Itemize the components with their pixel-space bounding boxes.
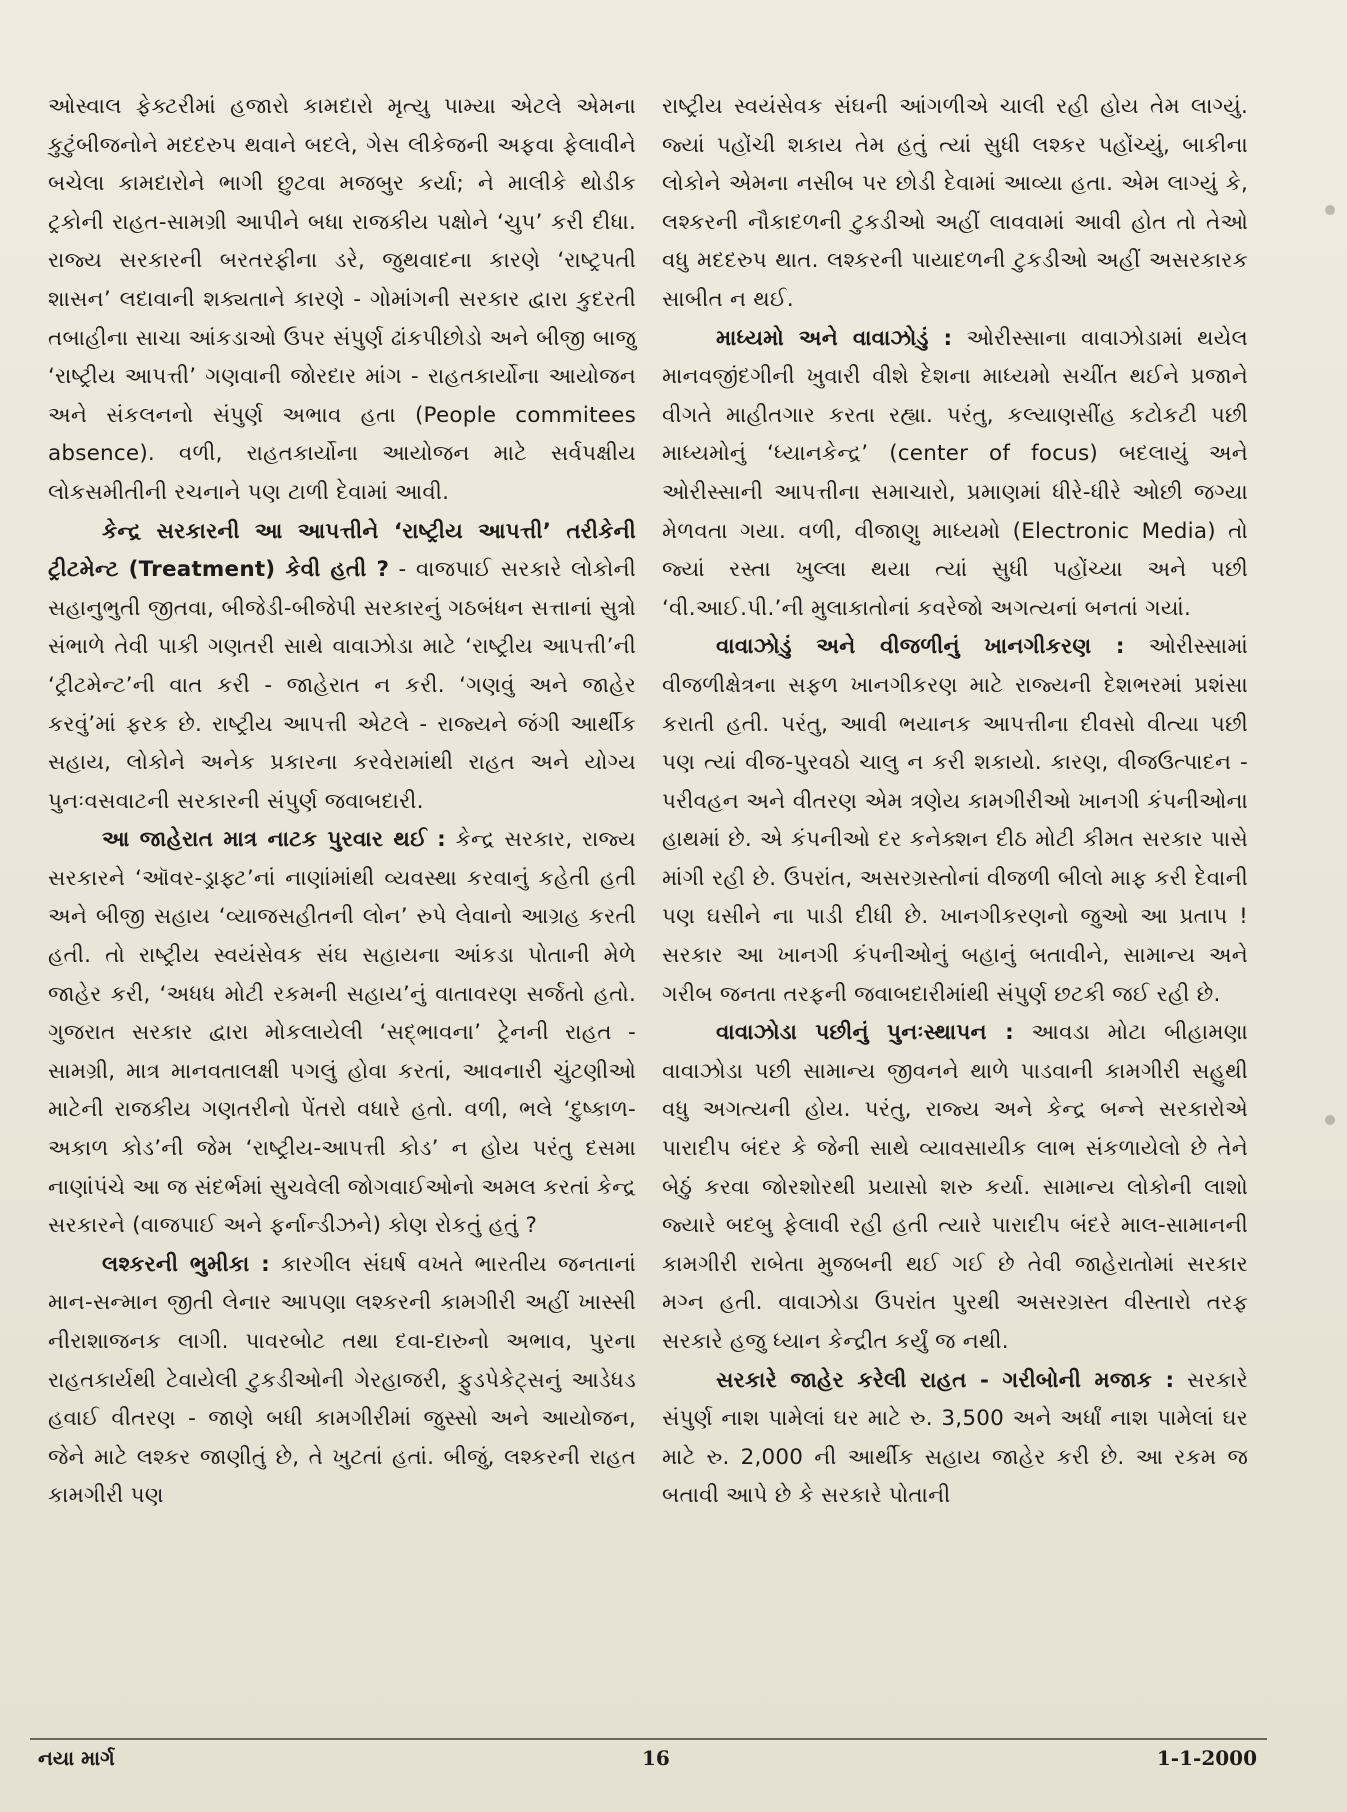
section-heading: વાવાઝોડા પછીનું પુનઃસ્થાપન : <box>716 1020 1014 1046</box>
paragraph-text: - વાજપાઈ સરકારે લોકોની સહાનુભુતી જીતવા, બીજેડી-બીજેપી સરકારનું ગઠબંધન સત્તાનાં સુત્રો સંભાળે તેવી પાકી ગણતરી સાથે વાવાઝોડા માટે ‘રાષ્ટ્રીય આપત્તી’ની ‘ટ્રીટમેન્ટ’ની વાત કરી - જાહેરાત ન કરી. ‘ગણવું અને જાહેર કરવું’માં ફરક છે. રાષ્ટ્રીય આપત્તી એટલે - રાજ્યને જંગી આર્થીક સહાય, લોકોને અનેક પ્રકારના કરવેરામાંથી રાહત અને યોગ્ય પુનઃવસવાટની સરકારની સંપુર્ણ જવાબદારી. <box>48 557 636 814</box>
section-heading: લશ્કરની ભુમીકા : <box>102 1251 270 1277</box>
paragraph <box>48 821 636 1246</box>
paragraph-text: કેન્દ્ર સરકાર, રાજ્ય સરકારને ‘ઑવર-ડ્રાફ્ટ’નાં નાણાંમાંથી વ્યવસ્થા કરવાનું કહેતી હતી અને બીજી સહાય ‘વ્યાજસહીતની લોન’ રુપે લેવાનો આગ્રહ કરતી હતી. તો રાષ્ટ્રીય સ્વયંસેવક સંઘ સહાયના આંકડા પોતાની મેળે જાહેર કરી, ‘અધધ મોટી રકમની સહાય’નું વાતાવરણ સર્જતો હતો. ગુજરાત સરકાર દ્વારા મોકલાયેલી ‘સદ્ભાવના’ ટ્રેનની રાહત - સામગ્રી, માત્ર માનવતાલક્ષી પગલું હોવા કરતાં, આવનારી ચુંટણીઓ માટેની રાજકીય ગણતરીનો પેંતરો વધારે હતો. વળી, ભલે ‘દુષ્કાળ-અકાળ કોડ’ની જેમ ‘રાષ્ટ્રીય-આપત્તી કોડ’ ન હોય પરંતુ દસમા નાણાંપંચે આ જ સંદર્ભમાં સુચવેલી જોગવાઈઓનો અમલ કરતાં કેન્દ્ર સરકારને (વાજપાઈ અને ફર્નાન્ડીઝને) કોણ રોકતું હતું ? <box>48 827 636 1239</box>
right-column <box>662 88 1248 1516</box>
paragraph <box>48 1246 636 1516</box>
staple-hole-mark <box>1325 1115 1335 1125</box>
paragraph: રાષ્ટ્રીય સ્વયંસેવક સંઘની આંગળીએ ચાલી રહી હોય તેમ લાગ્યું. જ્યાં પહોંચી શકાય તેમ હતું ત્યાં સુધી લશ્કર પહોંચ્યું, બાકીના લોકોને એમના નસીબ પર છોડી દેવામાં આવ્યા હતા. એમ લાગ્યું કે, લશ્કરની નૌકાદળની ટુકડીઓ અહીં લાવવામાં આવી હોત તો તેઓ વધુ મદદરુપ થાત. લશ્કરની પાયાદળની ટુકડીઓ અહીં અસરકારક સાબીત ન થઈ. <box>662 94 1248 312</box>
paragraph-text: આવડા મોટા બીહામણા વાવાઝોડા પછી સામાન્ય જીવનને થાળે પાડવાની કામગીરી સહુથી વધુ અગત્યની હોય. પરંતુ, રાજ્ય અને કેન્દ્ર બન્ને સરકારોએ પારાદીપ બંદર કે જેની સાથે વ્યાવસાયીક લાભ સંકળાયેલો છે તેને બેઠું કરવા જોરશોરથી પ્રયાસો શરુ કર્યા. સામાન્ય લોકોની લાશો જ્યારે બદબુ ફેલાવી રહી હતી ત્યારે પારાદીપ બંદરે માલ-સામાનની કામગીરી રાબેતા મુજબની થઈ ગઈ છે તેવી જાહેરાતોમાં સરકાર મગ્ન હતી. વાવાઝોડા ઉપરાંત પુરથી અસરગ્રસ્ત વીસ્તારો તરફ સરકારે હજુ ધ્યાન કેન્દ્રીત કર્યું જ નથી. <box>662 1020 1248 1354</box>
paragraph-text: ઓરીસ્સાના વાવાઝોડામાં થયેલ માનવજીંદગીની ખુવારી વીશે દેશના માધ્યમો સચીંત થઈને પ્રજાને વીગતે માહીતગાર કરતા રહ્યા. પરંતુ, કલ્યાણસીંહ કટોકટી પછી માધ્યમોનું ‘ધ્યાનકેન્દ્ર’ (center of focus) બદલાયું અને ઓરીસ્સાની આપત્તીના સમાચારો, પ્રમાણમાં ધીરે-ધીરે ઓછી જગ્યા મેળવતા ગયા. વળી, વીજાણુ માધ્યમો (Electronic Media) તો જ્યાં રસ્તા ખુલ્લા થયા ત્યાં સુધી પહોંચ્યા અને પછી ‘વી.આઈ.પી.’ની મુલાકાતોનાં કવરેજો અગત્યનાં બનતાં ગયાં. <box>662 325 1248 621</box>
page-number: 16 <box>642 1746 670 1770</box>
paragraph: ઓસ્વાલ ફેક્ટરીમાં હજારો કામદારો મૃત્યુ પામ્યા એટલે એમના કુટુંબીજનોને મદદરુપ થવાને બદલે, ગેસ લીકેજની અફવા ફેલાવીને બચેલા કામદારોને ભાગી છુટવા મજબુર કર્યા; ને માલીકે થોડીક ટ્રકોની રાહત-સામગ્રી આપીને બધા રાજકીય પક્ષોને ‘ચુપ’ કરી દીધા. રાજ્ય સરકારની બરતરફીના ડરે, જુથવાદના કારણે ‘રાષ્ટ્રપતી શાસન’ લદાવાની શક્યતાને કારણે - ગોમાંગની સરકાર દ્વારા કુદરતી તબાહીના સાચા આંકડાઓ ઉપર સંપુર્ણ ઢાંકપીછોડો અને બીજી બાજુ ‘રાષ્ટ્રીય આપત્તી’ ગણવાની જોરદાર માંગ - રાહતકાર્યોના આયોજન અને સંકલનનો સંપુર્ણ અભાવ હતા (People commitees absence). વળી, રાહતકાર્યોના આયોજન માટે સર્વપક્ષીય લોકસમીતીની રચનાને પણ ટાળી દેવામાં આવી. <box>48 94 636 505</box>
paragraph-text: સરકારે સંપુર્ણ નાશ પામેલાં ઘર માટે રુ. 3,500 અને અર્ધાં નાશ પામેલાં ઘર માટે રુ. 2,000 ની આર્થીક સહાય જાહેર કરી છે. આ રકમ જ બતાવી આપે છે કે સરકારે પોતાની <box>662 1367 1248 1509</box>
section-heading: કેન્દ્ર સરકારની આ આપત્તીને ‘રાષ્ટ્રીય આપત્તી’ તરીકેની ટ્રીટમેન્ટ (Treatment) કેવી હતી ? <box>48 518 636 583</box>
section-heading: આ જાહેરાત માત્ર નાટક પુરવાર થઈ : <box>102 827 446 853</box>
paragraph <box>662 320 1248 629</box>
magazine-name: નયા માર્ગ <box>38 1746 115 1770</box>
left-column <box>48 88 636 1516</box>
footer-divider <box>30 1738 1267 1740</box>
paragraph-text: કારગીલ સંઘર્ષ વખતે ભારતીય જનતાનાં માન-સન્માન જીતી લેનાર આપણા લશ્કરની કામગીરી અહીં ખાસ્સી નીરાશાજનક લાગી. પાવરબોટ તથા દવા-દારુનો અભાવ, પુરના રાહતકાર્યથી ટેવાયેલી ટુકડીઓની ગેરહાજરી, ફુડપેકેટ્સનું આડેધડ હવાઈ વીતરણ - જાણે બધી કામગીરીમાં જુસ્સો અને આયોજન, જેને માટે લશ્કર જાણીતું છે, તે ખુટતાં હતાં. બીજું, લશ્કરની રાહત કામગીરી પણ <box>48 1251 636 1509</box>
paragraph <box>662 628 1248 1014</box>
section-heading: માધ્યમો અને વાવાઝોડું : <box>716 325 953 351</box>
paragraph <box>662 1014 1248 1361</box>
staple-hole-mark <box>1325 205 1335 215</box>
paragraph-text: ઓરીસ્સામાં વીજળીક્ષેત્રના સફળ ખાનગીકરણ માટે રાજ્યની દેશભરમાં પ્રશંસા કરાતી હતી. પરંતુ, આવી ભયાનક આપત્તીના દીવસો વીત્યા પછી પણ ત્યાં વીજ-પુરવઠો ચાલુ ન કરી શકાયો. કારણ, વીજઉત્પાદન - પરીવહન અને વીતરણ એમ ત્રણેય કામગીરીઓ ખાનગી કંપનીઓના હાથમાં છે. એ કંપનીઓ દર કનેક્શન દીઠ મોટી કીમત સરકાર પાસે માંગી રહી છે. ઉપરાંત, અસરગ્રસ્તોનાં વીજળી બીલો માફ કરી દેવાની પણ ઘસીને ના પાડી દીધી છે. ખાનગીકરણનો જુઓ આ પ્રતાપ ! સરકાર આ ખાનગી કંપનીઓનું બહાનું બતાવીને, સામાન્ય અને ગરીબ જનતા તરફની જવાબદારીમાંથી સંપુર્ણ છટકી જઈ રહી છે. <box>662 634 1248 1007</box>
paragraph <box>662 1362 1248 1516</box>
paragraph <box>48 513 636 822</box>
section-heading: સરકારે જાહેર કરેલી રાહત - ગરીબોની મજાક : <box>716 1367 1175 1393</box>
page-footer <box>38 1746 1257 1776</box>
issue-date: 1-1-2000 <box>1156 1746 1257 1770</box>
section-heading: વાવાઝોડું અને વીજળીનું ખાનગીકરણ : <box>716 634 1125 660</box>
